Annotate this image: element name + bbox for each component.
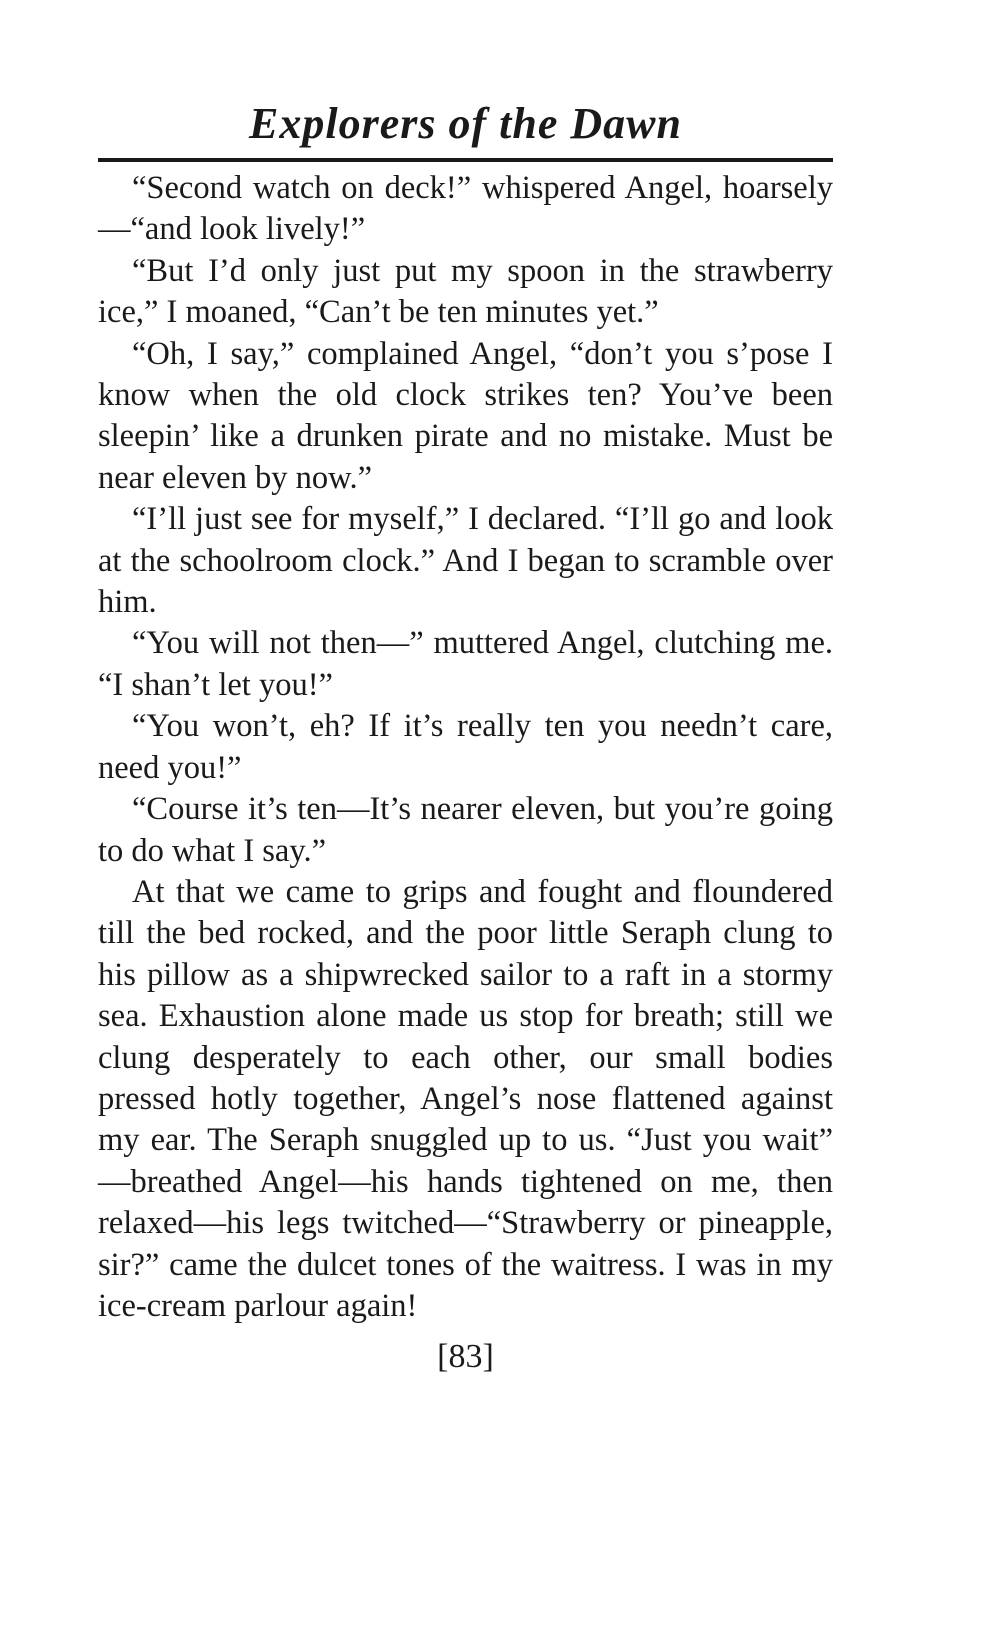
paragraph: “You will not then—” muttered Angel, clutching me. “I shan’t let you!” — [98, 625, 833, 703]
body-text — [98, 168, 833, 1327]
paragraph: “Oh, I say,” complained Angel, “don’t you s’pose I know when the old clock strikes ten? You’ve been sleepin’ like a drunken pirate and no mistake. Must be near eleven by now.” — [98, 335, 833, 496]
paragraph: “Course it’s ten—It’s nearer eleven, but you’re going to do what I say.” — [98, 791, 833, 869]
paragraph: “I’ll just see for myself,” I declared. “I’ll go and look at the schoolroom clock.” And I began to scramble over him. — [98, 501, 833, 621]
header-rule — [98, 158, 833, 162]
paragraph: At that we came to grips and fought and floundered till the bed rocked, and the poor little Seraph clung to his pillow as a shipwrecked sailor to a raft in a stormy sea. Exhaustion alone made us stop for breath; still we clung desperately to each other, our small bodies pressed hotly together, Angel’s nose flattened against my ear. The Seraph snuggled up to us. “Just you wait” —breathed Angel—his hands tightened on me, then relaxed—his legs twitched—“Strawberry or pineapple, sir?” came the dulcet tones of the waitress. I was in my ice-cream parlour again! — [98, 873, 833, 1324]
paragraph: “Second watch on deck!” whispered Angel, hoarsely—“and look lively!” — [98, 170, 833, 248]
paragraph: “But I’d only just put my spoon in the strawberry ice,” I moaned, “Can’t be ten minutes yet.” — [98, 252, 833, 331]
page-number: [83] — [437, 1338, 494, 1376]
book-page — [98, 96, 833, 1379]
running-head: Explorers of the Dawn — [249, 99, 682, 148]
paragraph: “You won’t, eh? If it’s really ten you needn’t care, need you!” — [98, 708, 833, 786]
